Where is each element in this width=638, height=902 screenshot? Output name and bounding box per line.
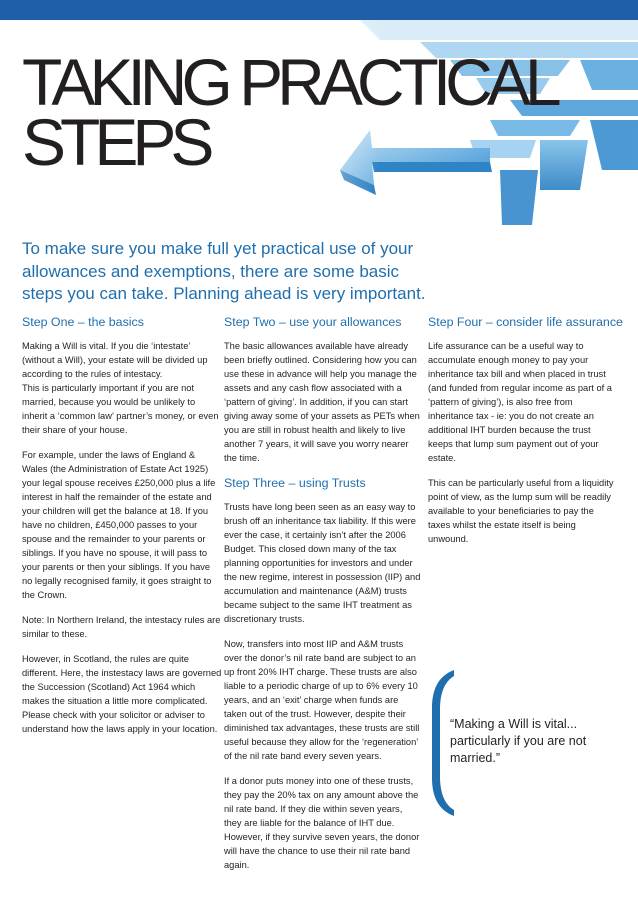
step-one-heading: Step One – the basics bbox=[22, 315, 144, 329]
step-two-heading: Step Two – use your allowances bbox=[224, 315, 402, 329]
step-three-para-2: Now, transfers into most IIP and A&M trusts over the donor’s nil rate band are subject to an up front 20% IHT charge. These trusts are also liable to a periodic charge of up to 6% every 10 years, and an ‘exit’ charge when funds are taken out of the trust. However, despite their diminished tax advantages, these trusts are still useful because they allow for the ‘regeneration’ of the nil rate band every seven years. bbox=[224, 639, 420, 761]
step-one-para-2: This is particularly important if you are not married, because you would be unlikely to inherit a ‘common law’ partner’s money, or even their share of your house. bbox=[22, 383, 219, 435]
title-line-2: STEPS bbox=[22, 105, 209, 179]
column-step-one bbox=[22, 314, 222, 736]
step-three-para-1: Trusts have long been seen as an easy way to brush off an inheritance tax liability. If this were ever the case, it certainly isn’t after the 2006 Budget. This closed down many of the tax planning opportunities for investors and under the new regime, interest in possession (IIP) and accumulation and maintenance (A&M) trusts became subject to the same IHT treatment as discretionary trusts. bbox=[224, 502, 421, 624]
step-one-para-1: Making a Will is vital. If you die ‘intestate’ (without a Will), your estate will be divided up according to the rules of intestacy. bbox=[22, 341, 208, 379]
pull-quote: “Making a Will is vital... particularly if you are not married.” bbox=[450, 717, 587, 765]
step-one-para-5: However, in Scotland, the rules are quite different. Here, the instestacy laws are governed the Succession (Scotland) Act 1964 which makes the situation a little more complicated. Please check with your solicitor or adviser to understand how the laws apply in your location. bbox=[22, 654, 222, 734]
intro-text: To make sure you make full yet practical use of your allowances and exemptions, there are some basic steps you can take. Planning ahead is very important. bbox=[22, 239, 426, 303]
step-four-heading: Step Four – consider life assurance bbox=[428, 315, 623, 329]
step-one-para-3: For example, under the laws of England & Wales (the Administration of Estate Act 1925) your legal spouse receives £250,000 plus a life interest in half the remainder of the estate and your children will get the balance at 18. If you have no children, £450,000 passes to your spouse and the remainder to your parents or siblings. If you have no spouse, it will pass to your parents or then your siblings. If you have no legally recognised family, it goes straight to the Crown. bbox=[22, 450, 216, 600]
column-step-four bbox=[428, 314, 623, 546]
step-four-para-2: This can be particularly useful from a liquidity point of view, as the lump sum will be readily available to your beneficiaries to pay the taxes whilst the estate itself is being unwound. bbox=[428, 478, 614, 544]
step-four-para-1: Life assurance can be a useful way to accumulate enough money to pay your inheritance tax bill and when placed in trust (and funded from regular income as part of a ‘pattern of giving’), is also free from inheritance tax - ie: you do not create an additional IHT burden because the trust keeps that lump sum payment out of your estate. bbox=[428, 341, 612, 463]
title-line-1: TAKING PRACTICAL bbox=[22, 45, 556, 119]
step-three-para-3: If a donor puts money into one of these trusts, they pay the 20% tax on any amount above the nil rate band. If they die within seven years, they are liable for the balance of IHT due. However, if they survive seven years, the donor will have the chance to use their nil rate band again. bbox=[224, 776, 420, 870]
step-one-para-4: Note: In Northern Ireland, the intestacy rules are similar to these. bbox=[22, 615, 221, 639]
top-banner-bar bbox=[0, 0, 638, 20]
page-title bbox=[22, 45, 556, 179]
step-two-para-1: The basic allowances available have already been briefly outlined. Considering how you can use these in advance will help you manage the assets and any cash flow associated with a ‘pattern of giving’. In addition, if you can start giving away some of your assets as PETs when you are still in robust health and likely to live another 7 years, it will save you worry nearer the time. bbox=[224, 341, 420, 463]
step-three-heading: Step Three – using Trusts bbox=[224, 476, 366, 490]
column-steps-two-three bbox=[224, 314, 422, 872]
